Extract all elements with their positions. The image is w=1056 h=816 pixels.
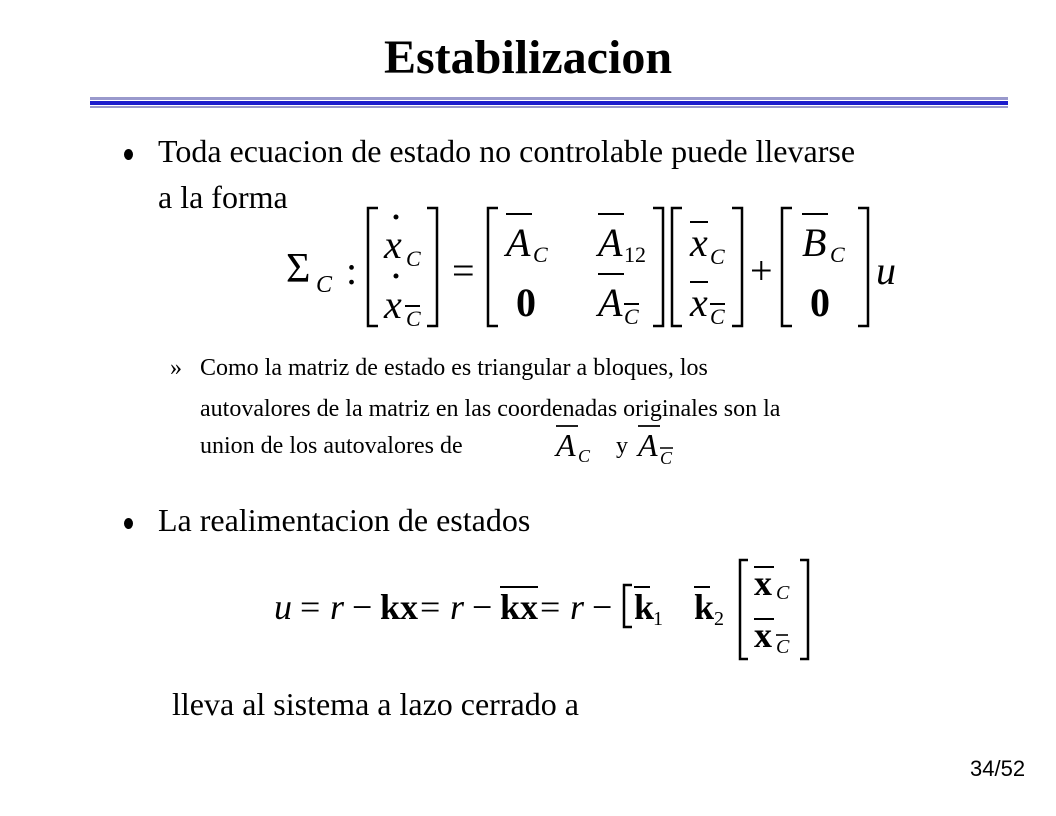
- svg-text:A: A: [506, 220, 531, 265]
- svg-text:C: C: [830, 242, 845, 267]
- svg-text:=: =: [300, 587, 321, 627]
- page-separator: /: [994, 756, 1001, 781]
- sub-bullet-marker: »: [170, 355, 182, 381]
- svg-text:x: x: [384, 222, 402, 267]
- svg-text:r: r: [450, 587, 465, 627]
- page-total: 52: [1000, 756, 1026, 781]
- svg-text:x: x: [690, 280, 708, 325]
- svg-text:k: k: [634, 587, 655, 627]
- svg-text:=: =: [420, 587, 441, 627]
- svg-text:C: C: [710, 244, 725, 269]
- sub-bullet-line-3: union de los autovalores de: [200, 433, 463, 459]
- svg-text:+: +: [750, 248, 773, 293]
- svg-text:=: =: [540, 587, 561, 627]
- closing-text: lleva al sistema a lazo cerrado a: [172, 686, 579, 722]
- svg-text:u: u: [274, 587, 292, 627]
- svg-text:C: C: [406, 306, 421, 331]
- svg-text:−: −: [472, 587, 493, 627]
- svg-text:A: A: [556, 427, 576, 463]
- bullet-1-line-2: a la forma: [158, 179, 288, 215]
- svg-text:u: u: [876, 248, 896, 293]
- svg-text:C: C: [533, 242, 548, 267]
- svg-text:C: C: [776, 636, 790, 658]
- svg-text:C: C: [660, 448, 673, 468]
- sub-bullet-conjunction: y: [616, 433, 628, 459]
- equation-controllable-form: [280, 200, 910, 340]
- svg-text:0: 0: [516, 280, 536, 325]
- svg-text::: :: [346, 248, 358, 293]
- svg-text:−: −: [352, 587, 373, 627]
- svg-text:A: A: [598, 280, 623, 325]
- slide-title: Estabilizacion: [383, 31, 673, 84]
- title-rule-top: [90, 97, 1008, 100]
- page-current: 34: [970, 756, 995, 781]
- inline-matrix-acbar: [636, 420, 686, 473]
- sigma-symbol: Σ: [286, 246, 311, 292]
- svg-text:k: k: [694, 587, 715, 627]
- svg-text:x: x: [754, 563, 772, 603]
- svg-text:C: C: [578, 446, 591, 466]
- svg-text:A: A: [598, 220, 623, 265]
- svg-text:kx: kx: [380, 587, 419, 627]
- svg-text:B: B: [802, 220, 827, 265]
- inline-matrix-ac: [554, 420, 604, 473]
- bullet-marker: [124, 518, 133, 529]
- svg-text:C: C: [624, 304, 639, 329]
- svg-text:x: x: [384, 282, 402, 327]
- page-number: [970, 755, 1025, 783]
- svg-text:1: 1: [653, 608, 663, 630]
- sub-bullet-line-2: autovalores de la matriz en las coordenadas originales son la: [200, 396, 781, 422]
- svg-text:12: 12: [624, 242, 646, 267]
- svg-text:r: r: [330, 587, 345, 627]
- bullet-1-line-1: Toda ecuacion de estado no controlable puede llevarse: [158, 133, 856, 169]
- svg-text:2: 2: [714, 608, 724, 630]
- svg-text:x: x: [690, 220, 708, 265]
- svg-text:r: r: [570, 587, 585, 627]
- svg-text:C: C: [710, 304, 725, 329]
- svg-text:A: A: [638, 427, 658, 463]
- title-rule-bottom: [90, 106, 1008, 108]
- svg-text:C: C: [776, 582, 790, 604]
- bullet-marker: [124, 149, 133, 160]
- svg-text:=: =: [452, 248, 475, 293]
- svg-text:x: x: [754, 615, 772, 655]
- bullet-2-line-1: La realimentacion de estados: [158, 502, 531, 538]
- svg-text:C: C: [406, 246, 421, 271]
- equation-feedback-law: [270, 555, 830, 670]
- sub-bullet-line-1: Como la matriz de estado es triangular a bloques, los: [200, 355, 708, 381]
- svg-text:−: −: [592, 587, 613, 627]
- svg-text:0: 0: [810, 280, 830, 325]
- svg-text:C: C: [316, 272, 333, 298]
- svg-text:kx: kx: [500, 587, 539, 627]
- title-rule-main: [90, 101, 1008, 105]
